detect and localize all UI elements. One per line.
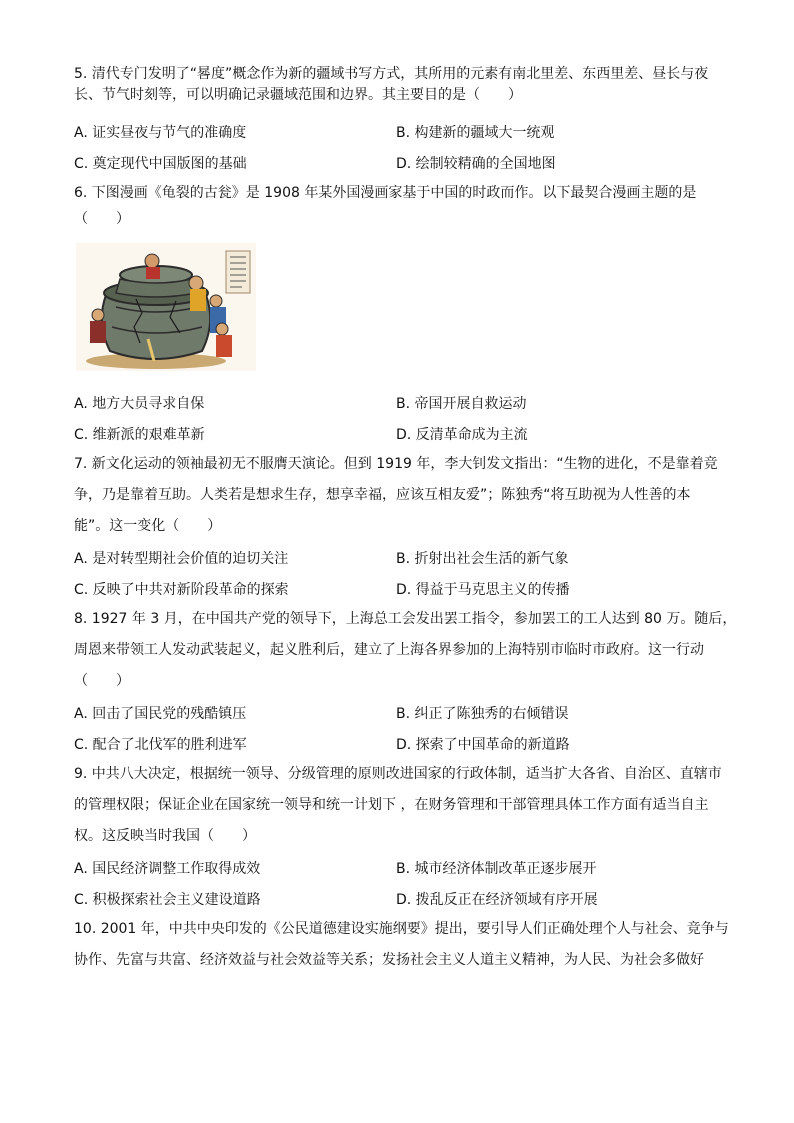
question-10 (74, 914, 729, 976)
option-b[interactable]: B. 城市经济体制改革正逐步展开 (396, 860, 597, 877)
question-6-line-1: 6. 下图漫画《龟裂的古瓮》是 1908 年某外国漫画家基于中国的时政而作。以下最契合漫画主题的是 (74, 185, 697, 201)
option-b[interactable]: B. 帝国开展自救运动 (396, 395, 527, 412)
question-6-options-row-2 (74, 418, 726, 449)
option-c[interactable]: C. 配合了北伐军的胜利进军 (74, 736, 247, 753)
question-5-line-2: 长、节气时刻等，可以明确记录疆域范围和边界。其主要目的是（ ） (74, 87, 522, 103)
question-9-options-row-1 (74, 852, 726, 883)
option-b[interactable]: B. 折射出社会生活的新气象 (396, 550, 569, 567)
question-6-line-2: （ ） (74, 211, 130, 227)
question-6-options-row-1 (74, 387, 726, 418)
question-5-line-1: 5. 清代专门发明了“晷度”概念作为新的疆域书写方式，其所用的元素有南北里差、东西里差、昼长与夜 (74, 66, 709, 82)
option-a[interactable]: A. 证实昼夜与节气的准确度 (74, 124, 247, 141)
option-c[interactable]: C. 积极探索社会主义建设道路 (74, 891, 261, 908)
option-a[interactable]: A. 回击了国民党的残酷镇压 (74, 705, 247, 722)
question-7-line-2: 争，乃是靠着互助。人类若是想求生存，想享幸福，应该互相友爱”；陈独秀“将互助视为人性善的本 (74, 487, 691, 503)
question-7 (74, 449, 726, 604)
option-a[interactable]: A. 地方大员寻求自保 (74, 395, 205, 412)
question-8-line-2: 周恩来带领工人发动武装起义，起义胜利后，建立了上海各界参加的上海特别市临时市政府。这一行动 (74, 642, 704, 658)
question-10-line-1: 10. 2001 年，中共中央印发的《公民道德建设实施纲要》提出，要引导人们正确处理个人与社会、竞争与 (74, 921, 729, 937)
question-9-line-1: 9. 中共八大决定，根据统一领导、分级管理的原则改进国家的行政体制，适当扩大各省、自治区、直辖市 (74, 766, 722, 782)
option-d[interactable]: D. 拨乱反正在经济领域有序开展 (396, 891, 598, 908)
question-9 (74, 759, 726, 914)
option-c[interactable]: C. 反映了中共对新阶段革命的探索 (74, 581, 289, 598)
question-9-line-2: 的管理权限；保证企业在国家统一领导和统一计划下 ，在财务管理和干部管理具体工作方面有适当自主 (74, 797, 709, 813)
question-7-line-3: 能”。这一变化（ ） (74, 518, 222, 534)
question-8-line-1: 8. 1927 年 3 月，在中国共产党的领导下，上海总工会发出罢工指令，参加罢工的工人达到 80 万。随后， (74, 611, 737, 627)
question-5-options-row-2 (74, 147, 726, 178)
question-8-line-3: （ ） (74, 673, 130, 689)
option-d[interactable]: D. 反清革命成为主流 (396, 426, 528, 443)
question-7-options-row-2 (74, 573, 726, 604)
cracked-urn-cartoon (76, 243, 256, 371)
question-7-options-row-1 (74, 542, 726, 573)
question-6 (74, 178, 726, 449)
option-c[interactable]: C. 奠定现代中国版图的基础 (74, 155, 247, 172)
exam-page (74, 64, 737, 976)
option-b[interactable]: B. 构建新的疆域大一统观 (396, 124, 555, 141)
question-9-line-3: 权。这反映当时我国（ ） (74, 828, 256, 844)
option-b[interactable]: B. 纠正了陈独秀的右倾错误 (396, 705, 569, 722)
question-10-line-2: 协作、先富与共富、经济效益与社会效益等关系；发扬社会主义人道主义精神，为人民、为社会多做好 (74, 952, 704, 968)
question-8-options-row-1 (74, 697, 726, 728)
option-d[interactable]: D. 得益于马克思主义的传播 (396, 581, 570, 598)
option-a[interactable]: A. 是对转型期社会价值的迫切关注 (74, 550, 289, 567)
option-c[interactable]: C. 维新派的艰难革新 (74, 426, 205, 443)
question-8 (74, 604, 737, 759)
question-5-options-row-1 (74, 116, 726, 147)
question-9-options-row-2 (74, 883, 726, 914)
question-5 (74, 64, 726, 178)
question-8-options-row-2 (74, 728, 726, 759)
option-d[interactable]: D. 探索了中国革命的新道路 (396, 736, 570, 753)
option-d[interactable]: D. 绘制较精确的全国地图 (396, 155, 556, 172)
option-a[interactable]: A. 国民经济调整工作取得成效 (74, 860, 261, 877)
question-7-line-1: 7. 新文化运动的领袖最初无不服膺天演论。但到 1919 年，李大钊发文指出：“生物的进化，不是靠着竞 (74, 456, 718, 472)
